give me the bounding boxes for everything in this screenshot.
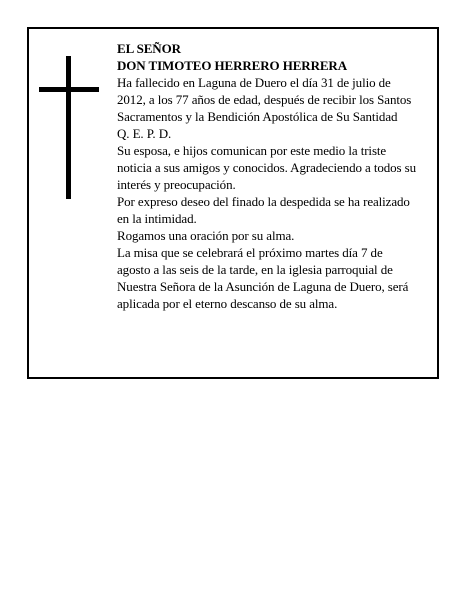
family-message: Su esposa, e hijos comunican por este medio la triste noticia a sus amigos y conocidos. Agradeciendo a todos su interés y preocupación. bbox=[117, 143, 417, 192]
cross-icon bbox=[39, 56, 99, 199]
qepd-line: Q. E. P. D. bbox=[117, 126, 172, 141]
cross-vertical-bar bbox=[66, 56, 71, 199]
farewell-message: Por expreso deseo del finado la despedida se ha realizado en la intimidad. bbox=[117, 194, 410, 226]
obituary-notice bbox=[27, 27, 439, 379]
cross-horizontal-bar bbox=[39, 87, 99, 92]
title-line-1: EL SEÑOR bbox=[117, 41, 181, 56]
notice-text bbox=[117, 40, 417, 312]
mass-announcement: La misa que se celebrará el próximo martes día 7 de agosto a las seis de la tarde, en la iglesia parroquial de Nuestra Señora de la Asunción de Laguna de Duero, será aplicada por el eterno descanso de su alma. bbox=[117, 245, 409, 311]
death-announcement: Ha fallecido en Laguna de Duero el día 31 de julio de 2012, a los 77 años de edad, después de recibir los Santos Sacramentos y la Bendición Apostólica de Su Santidad bbox=[117, 75, 412, 124]
deceased-name: DON TIMOTEO HERRERO HERRERA bbox=[117, 58, 348, 73]
prayer-request: Rogamos una oración por su alma. bbox=[117, 228, 295, 243]
